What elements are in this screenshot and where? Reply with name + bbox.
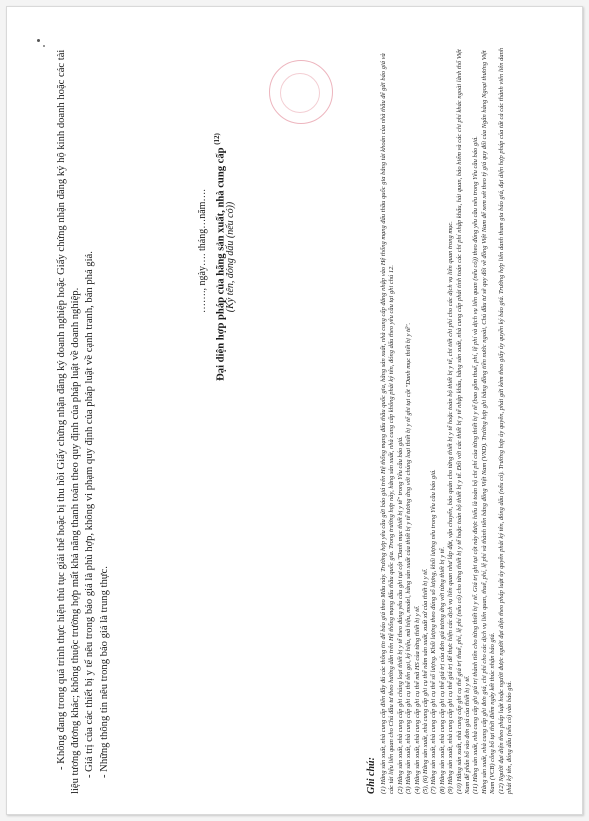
document-page bbox=[6, 6, 583, 815]
note-item: (3) Hãng sản xuất, nhà cung cấp ghi cụ thể tên gọi, ký hiệu, mã hiệu, model, hãng sản xuất của thiết bị y tế tương ứng với chủng loại thiết bị y tế ghi tại cột "Danh mục thiết bị y tế". bbox=[405, 322, 413, 794]
red-seal-stamp bbox=[269, 60, 333, 124]
note-item: (9) Hãng sản xuất, nhà cung cấp ghi cụ thể giá trị để thực hiện các dịch vụ liên quan như lắp đặt, vận chuyển, bảo quản cho từng thiết bị y tế hoặc toàn bộ thiết bị y tế, chi tiết chi phí cho các dịch vụ liên quan trong mục. bbox=[447, 221, 455, 794]
note-item: Hãng sản xuất, nhà cung cấp ghi đơn giá, chi phí cho các dịch vụ liên quan, thuế, phí, lệ phí và thành tiền bằng đồng Việt Nam (VND). Trường hợp ghi bằng đồng tiền nước ngoài, Chủ đầu tư sẽ quy đổi về đồng Việt Nam để xem xét theo tỷ giá quy đổi của Ngân hàng Ngoại thương Việt Nam (VCB) công bố tại thời điểm ngày kết thúc nhận báo giá. bbox=[480, 50, 497, 794]
notes-title: Ghi chú: bbox=[366, 757, 377, 794]
note-item: (1) Hãng sản xuất, nhà cung cấp điền đầy đủ các thông tin để báo giá theo Mẫu này. Trường hợp yêu cầu gửi báo giá trên Hệ thống mạng đấu thầu quốc gia, hãng sản xuất, nhà cung cấp đăng nhập vào Hệ thống mạng đấu thầu quốc gia bằng tài khoản của nhà thầu để gửi báo giá và các tài liệu liên quan cho Chủ đầu tư theo hướng dẫn trên Hệ thống mạng đấu thầu quốc gia. Trong trường hợp này, hãng sản xuất, nhà cung cấp không phải ký tên, đóng dấu theo yêu cầu tại ghi chú 12. bbox=[380, 53, 396, 794]
commitment-item: - Những thông tin nêu trong báo giá là trung thực. bbox=[98, 566, 110, 778]
note-item: (5), (6) Hãng sản xuất, nhà cung cấp ghi cụ thể năm sản xuất, xuất xứ của thiết bị y tế. bbox=[422, 568, 430, 794]
date-line: ……., ngày…. tháng…năm…. bbox=[197, 189, 208, 313]
note-item: (10) Hãng sản xuất, nhà cung cấp ghi cụ thể giá trị thuế, phí, lệ phí (nếu có) cho từng thiết bị y tế hoặc toàn bộ thiết bị y tế. Đối với các thiết bị y tế nhập khẩu, hãng sản xuất, nhà cung cấp phải tính toán các chi phí nhập khẩu, hải quan, bảo hiểm và các chi phí khác ngoài lãnh thổ Việt Nam để phân bổ vào đơn giá của thiết bị y tế. bbox=[455, 49, 472, 794]
signer-title-footnote: (12) bbox=[213, 133, 221, 145]
note-item: (4) Hãng sản xuất, nhà cung cấp ghi cụ thể mã HS của từng thiết bị y tế. bbox=[413, 605, 421, 794]
note-item: (7) Hãng sản xuất, nhà cung cấp ghi cụ thể số lượng. Khối lượng theo đúng số lượng, khối lượng nêu trong Yêu cầu báo giá. bbox=[430, 469, 438, 794]
commitment-item: - Giá trị của các thiết bị y tế nêu trong báo giá là phù hợp, không vi phạm quy định của pháp luật về cạnh tranh, bán phá giá. bbox=[84, 251, 96, 778]
signature-note: (Ký tên, đóng dấu (nếu có)) bbox=[225, 201, 236, 313]
signer-title-text: Đại diện hợp pháp của hãng sản xuất, nhà cung cấp bbox=[215, 147, 227, 381]
rotated-content bbox=[7, 24, 582, 814]
commitment-list bbox=[55, 44, 112, 794]
note-item: (12) Người đại diện theo pháp luật hoặc người được người đại diện theo pháp luật ủy quyền phải ký tên, đóng dấu (nếu có). Trường hợp ủy quyền, phải gửi kèm theo giấy ủy quyền ký báo giá. Trường hợp liên danh tham gia báo giá, đại diện hợp pháp của tất cả các thành viên liên danh phải ký tên, đóng dấu (nếu có) vào báo giá. bbox=[497, 47, 514, 794]
note-item: (11) Hãng sản xuất, nhà cung cấp ghi giá trị thành tiền cho từng thiết bị y tế. Giá trị ghi tại cột này được hiểu là toàn bộ chi phí của từng thiết bị y tế (bao gồm thuế, phí, lệ phí và dịch vụ liên quan (nếu có)) theo đúng yêu cầu nêu trong Yêu cầu báo giá. bbox=[472, 136, 480, 794]
commitment-item: - Không đang trong quá trình thực hiện thủ tục giải thể hoặc bị thu hồi Giấy chứng nhận đăng ký doanh nghiệp hoặc Giấy chứng nhận đăng ký hộ kinh doanh hoặc các tài liệu tương đương khác; không thuộc trường hợp mất khả năng thanh toán theo quy định của pháp luật về doanh nghiệp. bbox=[56, 49, 82, 794]
scan-speck bbox=[43, 45, 45, 47]
notes-section bbox=[365, 44, 515, 794]
note-item: (2) Hãng sản xuất, nhà cung cấp ghi chủng loại thiết bị y tế theo đúng yêu cầu ghi tại cột "Danh mục thiết bị y tế" trong Yêu cầu báo giá. bbox=[396, 436, 404, 794]
scan-speck bbox=[37, 39, 40, 42]
note-item: (8) Hãng sản xuất, nhà cung cấp ghi cụ thể giá trị của đơn giá tương ứng với từng thiết bị y tế. bbox=[438, 546, 446, 794]
